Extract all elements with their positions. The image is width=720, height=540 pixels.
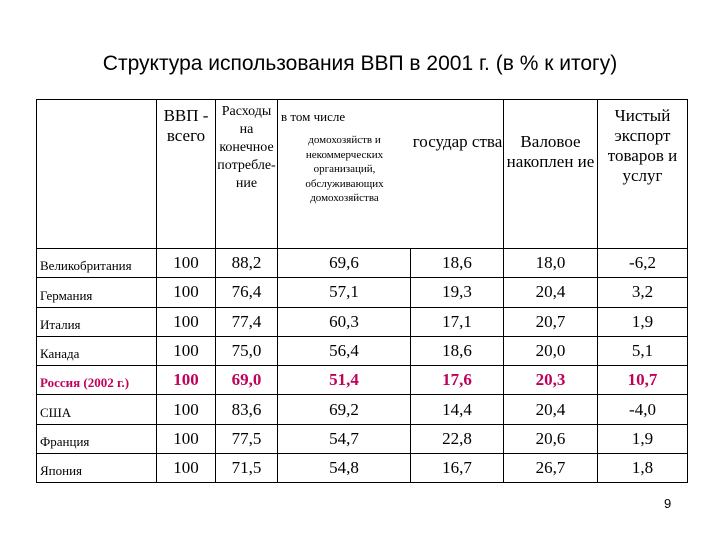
value-cell: 19,3 xyxy=(411,278,504,307)
header-gdp: ВВП - всего xyxy=(157,100,216,249)
value-cell: 100 xyxy=(157,366,216,395)
value-cell: 20,3 xyxy=(504,366,598,395)
table-body xyxy=(37,249,688,483)
table-row xyxy=(37,336,688,365)
value-cell: 20,7 xyxy=(504,307,598,336)
value-cell: 10,7 xyxy=(598,366,688,395)
value-cell: 76,4 xyxy=(216,278,278,307)
value-cell: 69,0 xyxy=(216,366,278,395)
value-cell: 69,2 xyxy=(278,395,411,424)
gdp-structure-table xyxy=(36,99,688,483)
value-cell: 16,7 xyxy=(411,454,504,483)
value-cell: 17,1 xyxy=(411,307,504,336)
value-cell: 56,4 xyxy=(278,336,411,365)
value-cell: -6,2 xyxy=(598,249,688,278)
value-cell: 1,8 xyxy=(598,454,688,483)
slide-title: Структура использования ВВП в 2001 г. (в % к итогу) xyxy=(102,52,618,75)
value-cell: 77,5 xyxy=(216,424,278,453)
header-gross-accumulation: Валовое накоплен ие xyxy=(504,100,598,249)
table-row xyxy=(37,249,688,278)
value-cell: 20,4 xyxy=(504,278,598,307)
value-cell: 18,6 xyxy=(411,336,504,365)
header-including xyxy=(278,100,504,249)
value-cell: 100 xyxy=(157,278,216,307)
country-cell: Россия (2002 г.) xyxy=(37,366,157,395)
header-including-label: в том числе xyxy=(281,109,346,124)
country-cell: Франция xyxy=(37,424,157,453)
value-cell: -4,0 xyxy=(598,395,688,424)
value-cell: 88,2 xyxy=(216,249,278,278)
value-cell: 71,5 xyxy=(216,454,278,483)
value-cell: 100 xyxy=(157,424,216,453)
value-cell: 18,0 xyxy=(504,249,598,278)
header-country-empty xyxy=(37,100,157,249)
value-cell: 77,4 xyxy=(216,307,278,336)
table-row xyxy=(37,366,688,395)
value-cell: 69,6 xyxy=(278,249,411,278)
value-cell: 20,4 xyxy=(504,395,598,424)
header-households: домохозяйств и некоммерческих организаций, обслуживающих домохозяйства xyxy=(305,134,384,204)
value-cell: 83,6 xyxy=(216,395,278,424)
header-net-export: Чистый экспорт товаров и услуг xyxy=(598,100,688,249)
value-cell: 51,4 xyxy=(278,366,411,395)
country-cell: Канада xyxy=(37,336,157,365)
table-row xyxy=(37,307,688,336)
value-cell: 1,9 xyxy=(598,307,688,336)
value-cell: 57,1 xyxy=(278,278,411,307)
value-cell: 20,6 xyxy=(504,424,598,453)
table-row xyxy=(37,278,688,307)
value-cell: 54,7 xyxy=(278,424,411,453)
value-cell: 75,0 xyxy=(216,336,278,365)
value-cell: 100 xyxy=(157,336,216,365)
value-cell: 60,3 xyxy=(278,307,411,336)
table-header-row xyxy=(37,100,688,249)
country-cell: Великобритания xyxy=(37,249,157,278)
value-cell: 3,2 xyxy=(598,278,688,307)
value-cell: 100 xyxy=(157,307,216,336)
country-cell: Япония xyxy=(37,454,157,483)
page-number: 9 xyxy=(664,496,672,511)
value-cell: 1,9 xyxy=(598,424,688,453)
value-cell: 17,6 xyxy=(411,366,504,395)
table-row xyxy=(37,395,688,424)
value-cell: 14,4 xyxy=(411,395,504,424)
value-cell: 22,8 xyxy=(411,424,504,453)
country-cell: Италия xyxy=(37,307,157,336)
value-cell: 54,8 xyxy=(278,454,411,483)
value-cell: 26,7 xyxy=(504,454,598,483)
header-government: государ ства xyxy=(412,132,503,151)
header-consumption: Расходы на конечное потребле-ние xyxy=(216,100,278,249)
table-row xyxy=(37,424,688,453)
table-row xyxy=(37,454,688,483)
value-cell: 100 xyxy=(157,395,216,424)
country-cell: Германия xyxy=(37,278,157,307)
value-cell: 100 xyxy=(157,454,216,483)
value-cell: 18,6 xyxy=(411,249,504,278)
country-cell: США xyxy=(37,395,157,424)
value-cell: 5,1 xyxy=(598,336,688,365)
value-cell: 20,0 xyxy=(504,336,598,365)
value-cell: 100 xyxy=(157,249,216,278)
